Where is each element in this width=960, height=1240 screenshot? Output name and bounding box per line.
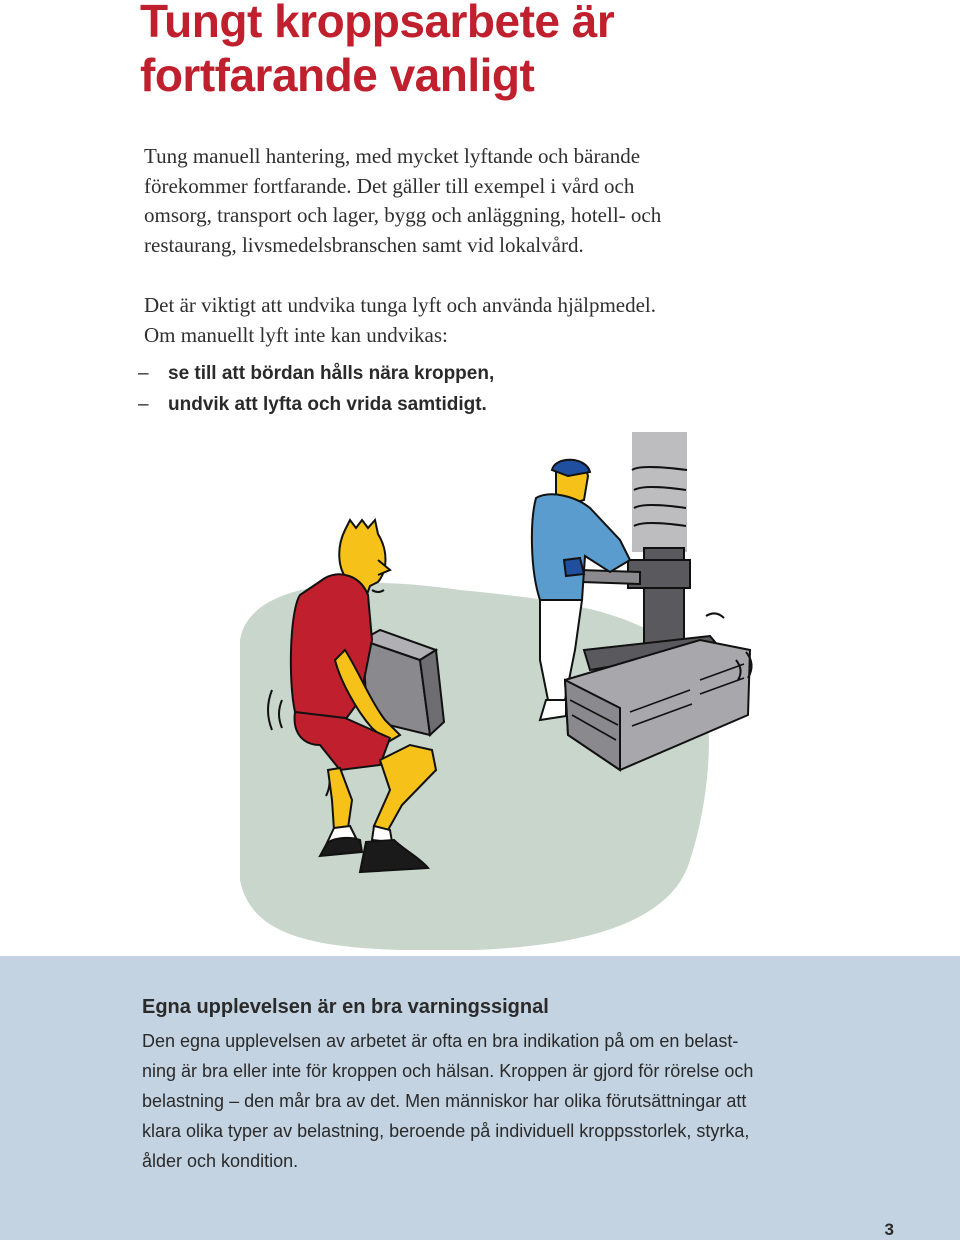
lifting-illustration	[0, 420, 960, 950]
info-line-3: belastning – den mår bra av det. Men människor har olika förutsättningar att	[142, 1091, 747, 1111]
intro-line-2: förekommer fortfarande. Det gäller till exempel i vård och	[144, 173, 635, 198]
page-title	[140, 0, 900, 102]
info-box	[0, 956, 960, 1240]
title-line-2: fortfarande vanligt	[140, 49, 535, 101]
advice-paragraph	[144, 291, 864, 350]
intro-line-4: restaurang, livsmedelsbranschen samt vid lokalvård.	[144, 232, 584, 257]
info-line-4: klara olika typer av belastning, beroende på individuell kroppsstorlek, styrka,	[142, 1121, 750, 1141]
list-dash: –	[138, 394, 149, 415]
title-line-1: Tungt kroppsarbete är	[140, 0, 615, 47]
info-line-5: ålder och kondition.	[142, 1151, 299, 1171]
info-line-2: ning är bra eller inte för kroppen och hälsan. Kroppen är gjord för rörelse och	[142, 1061, 754, 1081]
list-item	[138, 389, 494, 420]
intro-paragraph	[144, 142, 864, 260]
intro-line-1: Tung manuell hantering, med mycket lyftande och bärande	[144, 144, 641, 168]
page-number: 3	[884, 1220, 894, 1239]
advice-list	[138, 358, 494, 420]
intro-line-3: omsorg, transport och lager, bygg och anläggning, hotell- och	[144, 203, 662, 227]
info-box-text	[142, 1026, 832, 1176]
list-dash: –	[138, 363, 149, 384]
list-item-text: undvik att lyfta och vrida samtidigt.	[168, 394, 487, 415]
list-item	[138, 358, 494, 389]
advice-line-1: Det är viktigt att undvika tunga lyft och använda hjälpmedel.	[144, 293, 657, 317]
list-item-text: se till att bördan hålls nära kroppen,	[168, 363, 495, 384]
advice-line-2: Om manuellt lyft inte kan undvikas:	[144, 322, 448, 347]
info-line-1: Den egna upplevelsen av arbetet är ofta en bra indikation på om en belast-	[142, 1031, 739, 1051]
info-box-heading: Egna upplevelsen är en bra varningssignal	[142, 996, 549, 1018]
